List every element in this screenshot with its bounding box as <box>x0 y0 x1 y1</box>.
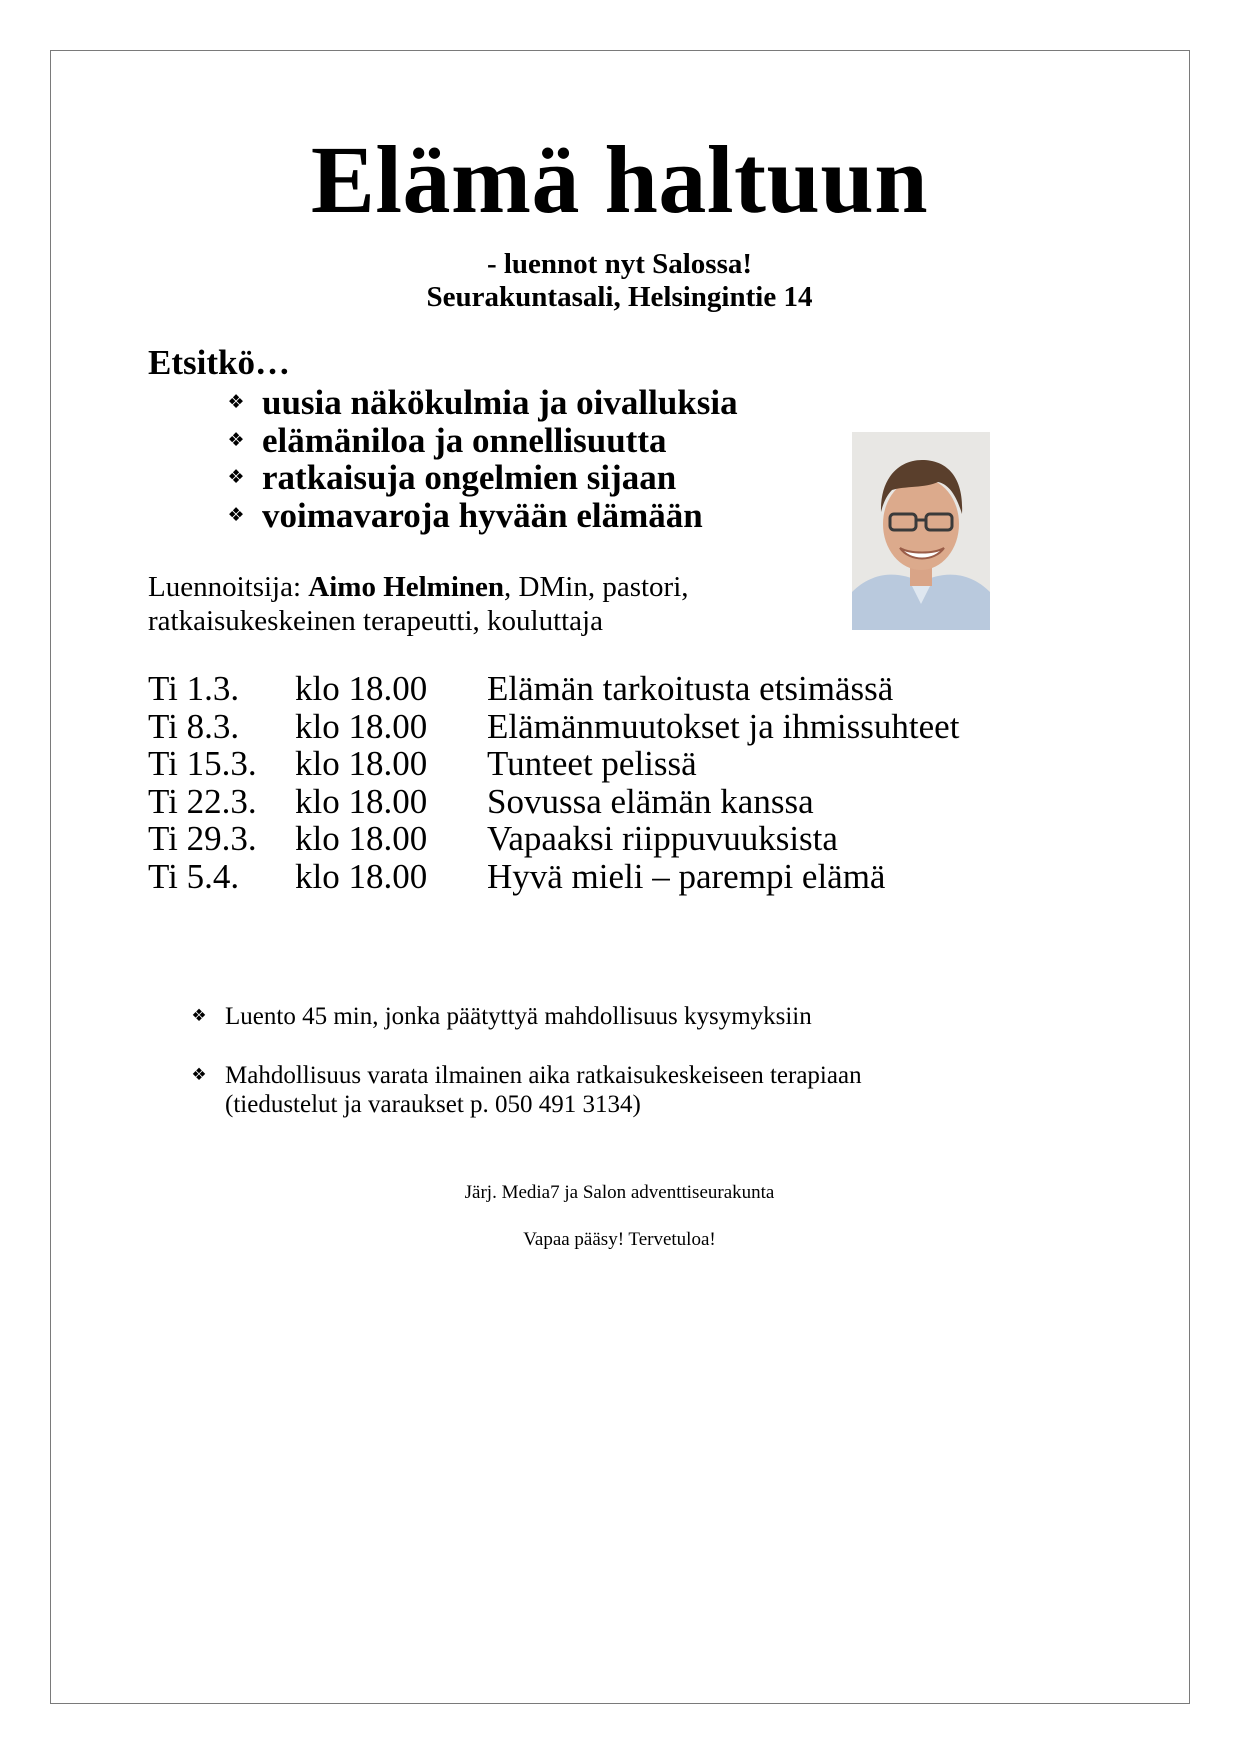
lecturer-titles: , DMin, pastori, <box>504 571 689 603</box>
schedule-date: Ti 8.3. <box>148 706 240 746</box>
list-item <box>190 1061 862 1119</box>
flyer-title: Elämä haltuun <box>310 126 929 233</box>
schedule-row <box>148 708 959 746</box>
benefit-list <box>225 384 738 534</box>
schedule-date: Ti 15.3. <box>148 744 257 783</box>
lecturer-info <box>148 570 689 638</box>
schedule-row <box>148 783 959 821</box>
schedule-topic: Tunteet pelissä <box>487 744 697 783</box>
schedule-topic: Elämänmuutokset ja ihmissuhteet <box>487 706 960 746</box>
list-item-text: voimavaroja hyvään elämään <box>262 495 703 535</box>
note-line: (tiedustelut ja varaukset p. 050 491 3134) <box>225 1091 641 1118</box>
schedule-date: Ti 1.3. <box>148 669 240 708</box>
schedule-topic: Vapaaksi riippuvuuksista <box>487 819 838 858</box>
flyer-subtitle: - luennot nyt Salossa! <box>486 248 753 280</box>
note-line: Luento 45 min, jonka päätyttyä mahdollisuus kysymyksiin <box>225 1003 812 1030</box>
diamond-bullet-icon: ❖ <box>191 1006 207 1026</box>
list-item-text: uusia näkökulmia ja oivalluksia <box>262 383 738 422</box>
speaker-portrait <box>852 432 990 630</box>
diamond-bullet-icon: ❖ <box>227 391 245 414</box>
schedule-topic: Hyvä mieli – parempi elämä <box>487 856 886 896</box>
schedule-date: Ti 5.4. <box>148 856 240 896</box>
diamond-bullet-icon: ❖ <box>227 428 245 451</box>
lecturer-name: Aimo Helminen <box>308 571 505 603</box>
note-text <box>225 1002 812 1031</box>
list-item <box>225 422 738 460</box>
organizer-line: Järj. Media7 ja Salon adventtiseurakunta <box>464 1182 775 1203</box>
schedule-row <box>148 745 959 783</box>
schedule-row <box>148 820 959 858</box>
question-heading: Etsitkö… <box>148 343 290 382</box>
footer-welcome: Vapaa pääsy! Tervetuloa! <box>523 1229 716 1250</box>
diamond-bullet-icon: ❖ <box>191 1065 207 1085</box>
lecturer-line-2: ratkaisukeskeinen terapeutti, kouluttaja <box>148 605 603 637</box>
schedule-time: klo 18.00 <box>295 819 428 858</box>
list-item-text: ratkaisuja ongelmien sijaan <box>262 458 677 497</box>
schedule-time: klo 18.00 <box>295 781 428 821</box>
lecturer-label: Luennoitsija: <box>148 571 309 603</box>
schedule-time: klo 18.00 <box>295 706 428 746</box>
venue-address: Seurakuntasali, Helsingintie 14 <box>426 281 813 313</box>
note-text <box>225 1061 862 1119</box>
schedule-time: klo 18.00 <box>295 744 428 783</box>
schedule-time: klo 18.00 <box>295 669 428 708</box>
diamond-bullet-icon: ❖ <box>227 503 245 526</box>
schedule-row <box>148 670 959 708</box>
schedule-date: Ti 29.3. <box>148 819 257 858</box>
schedule-time: klo 18.00 <box>295 856 428 896</box>
lecturer-line-1 <box>148 570 689 604</box>
list-item-text: elämäniloa ja onnellisuutta <box>262 420 667 460</box>
schedule-topic: Sovussa elämän kanssa <box>487 781 814 821</box>
note-line: Mahdollisuus varata ilmainen aika ratkaisukeskeiseen terapiaan <box>225 1062 862 1089</box>
list-item <box>190 1002 862 1031</box>
schedule-topic: Elämän tarkoitusta etsimässä <box>487 669 894 708</box>
diamond-bullet-icon: ❖ <box>227 466 245 489</box>
schedule-date: Ti 22.3. <box>148 781 257 821</box>
schedule-row <box>148 858 959 896</box>
list-item <box>225 497 738 535</box>
list-item <box>225 384 738 422</box>
list-item <box>225 459 738 497</box>
info-notes <box>190 1002 862 1119</box>
lecture-schedule <box>148 670 959 895</box>
